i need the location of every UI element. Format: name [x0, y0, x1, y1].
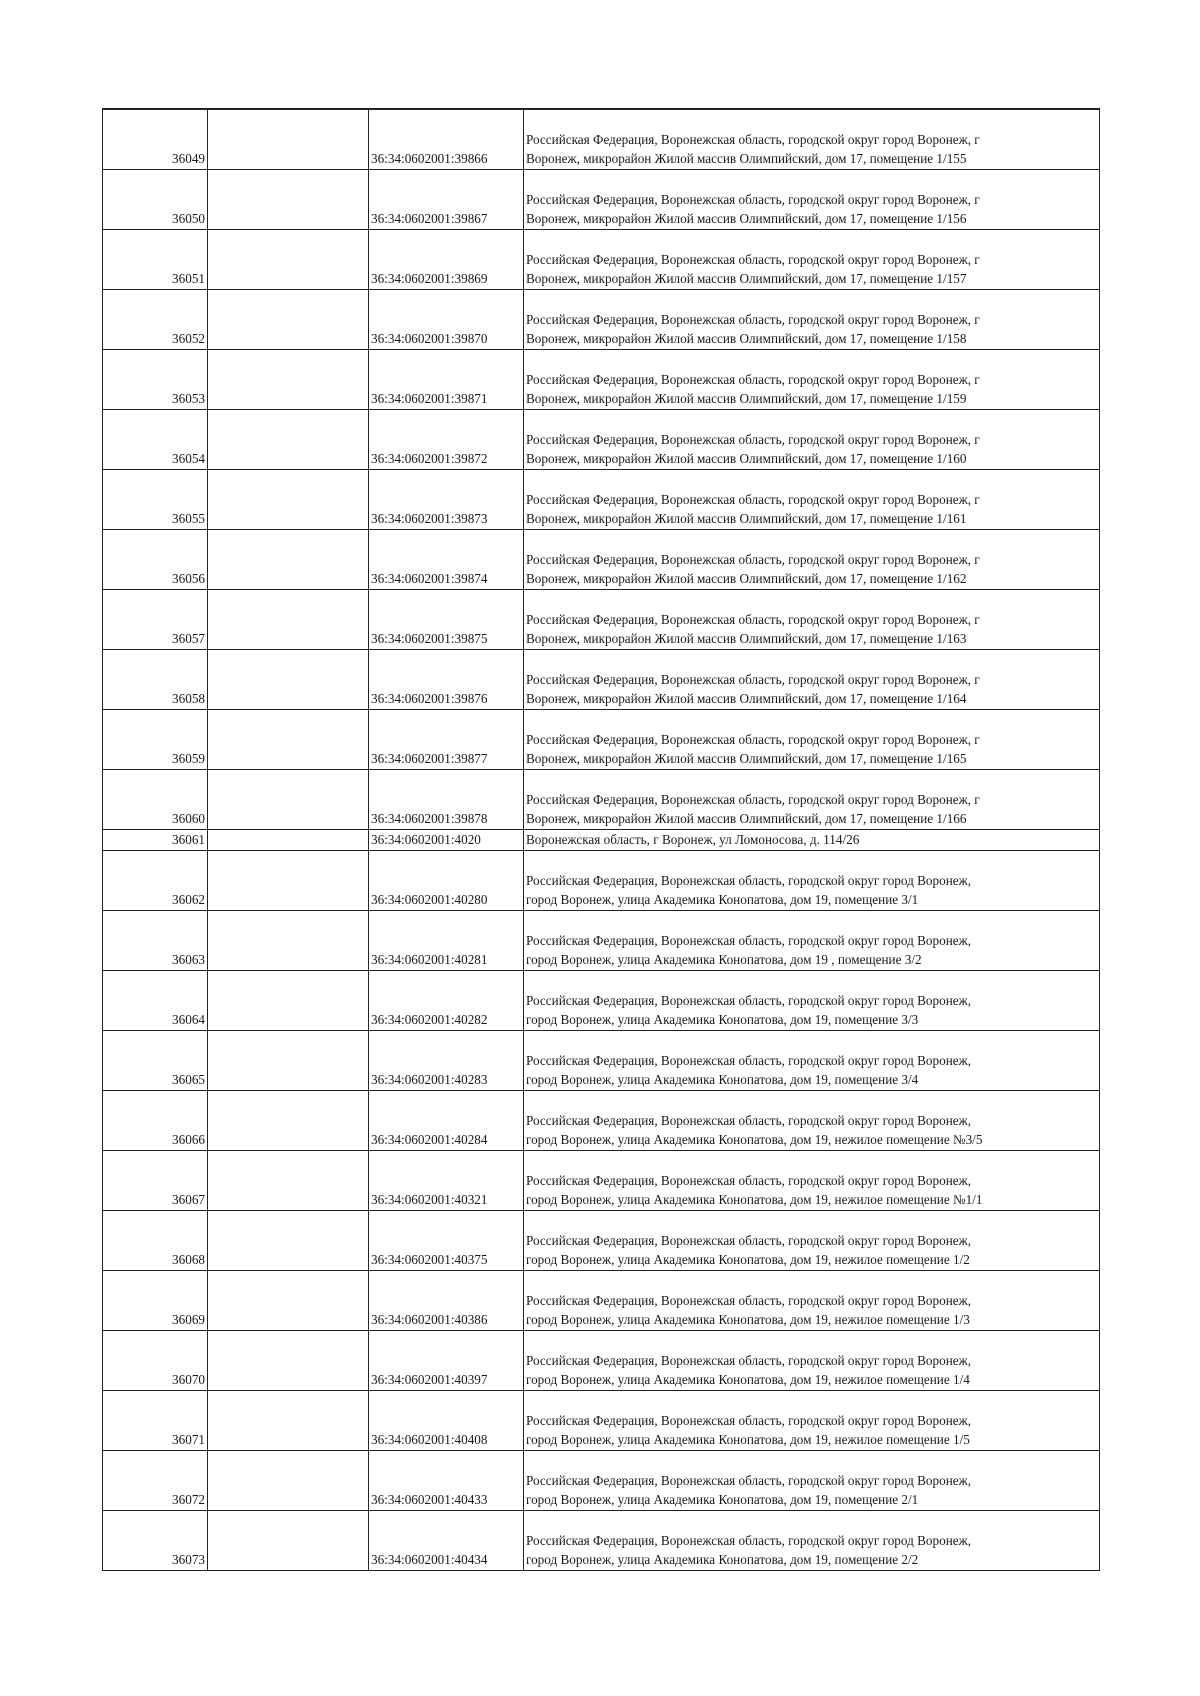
empty-cell: [208, 1211, 369, 1271]
empty-cell: [208, 230, 369, 290]
address-cell: [524, 590, 1100, 650]
address-line: Российская Федерация, Воронежская область, городской округ город Воронеж, г: [526, 732, 980, 747]
address-line: Воронеж, микрорайон Жилой массив Олимпийский, дом 17, помещение 1/163: [526, 631, 967, 646]
address-line: Российская Федерация, Воронежская область, городской округ город Воронеж,: [526, 1233, 972, 1248]
cadastral-number-cell: 36:34:0602001:39878: [369, 770, 524, 830]
table-row: [103, 971, 1100, 1031]
empty-cell: [208, 590, 369, 650]
address-line: Воронеж, микрорайон Жилой массив Олимпийский, дом 17, помещение 1/165: [526, 751, 967, 766]
cadastral-number-cell: 36:34:0602001:40281: [369, 911, 524, 971]
address-cell: [524, 911, 1100, 971]
address-line: Воронеж, микрорайон Жилой массив Олимпийский, дом 17, помещение 1/156: [526, 211, 967, 226]
address-line: Российская Федерация, Воронежская область, городской округ город Воронеж,: [526, 1473, 972, 1488]
table-row: [103, 1331, 1100, 1391]
table-row: [103, 410, 1100, 470]
row-number-cell: 36064: [103, 971, 208, 1031]
cadastral-number-cell: 36:34:0602001:39872: [369, 410, 524, 470]
table-row: [103, 290, 1100, 350]
empty-cell: [208, 830, 369, 851]
empty-cell: [208, 1331, 369, 1391]
row-number-cell: 36065: [103, 1031, 208, 1091]
address-line: Воронеж, микрорайон Жилой массив Олимпийский, дом 17, помещение 1/161: [526, 511, 967, 526]
address-line: Российская Федерация, Воронежская область, городской округ город Воронеж,: [526, 993, 972, 1008]
empty-cell: [208, 1391, 369, 1451]
table-row: [103, 109, 1100, 170]
address-line: Российская Федерация, Воронежская область, городской округ город Воронеж, г: [526, 552, 980, 567]
empty-cell: [208, 1031, 369, 1091]
address-cell: [524, 350, 1100, 410]
address-line: Российская Федерация, Воронежская область, городской округ город Воронеж, г: [526, 672, 980, 687]
empty-cell: [208, 470, 369, 530]
cadastral-number-cell: 36:34:0602001:40282: [369, 971, 524, 1031]
cadastral-number-cell: 36:34:0602001:40283: [369, 1031, 524, 1091]
address-cell: [524, 1331, 1100, 1391]
row-number-cell: 36062: [103, 851, 208, 911]
address-line: город Воронеж, улица Академика Конопатова, дом 19, помещение 2/2: [526, 1552, 919, 1567]
empty-cell: [208, 710, 369, 770]
cadastral-number-cell: 36:34:0602001:40397: [369, 1331, 524, 1391]
address-cell: [524, 410, 1100, 470]
row-number-cell: 36055: [103, 470, 208, 530]
address-cell: [524, 971, 1100, 1031]
address-cell: [524, 290, 1100, 350]
address-cell: [524, 1391, 1100, 1451]
row-number-cell: 36070: [103, 1331, 208, 1391]
row-number-cell: 36049: [103, 109, 208, 170]
cadastral-number-cell: 36:34:0602001:40408: [369, 1391, 524, 1451]
address-line: Российская Федерация, Воронежская область, городской округ город Воронеж,: [526, 1053, 972, 1068]
cadastral-number-cell: 36:34:0602001:40375: [369, 1211, 524, 1271]
address-cell: [524, 1091, 1100, 1151]
address-cell: [524, 1151, 1100, 1211]
address-line: Российская Федерация, Воронежская область, городской округ город Воронеж, г: [526, 792, 980, 807]
table-row: [103, 851, 1100, 911]
address-cell: [524, 851, 1100, 911]
cadastral-number-cell: 36:34:0602001:40433: [369, 1451, 524, 1511]
row-number-cell: 36073: [103, 1511, 208, 1571]
address-line: Российская Федерация, Воронежская область, городской округ город Воронеж, г: [526, 192, 980, 207]
address-line: город Воронеж, улица Академика Конопатова, дом 19, нежилое помещение 1/3: [526, 1312, 970, 1327]
address-line: Воронежская область, г Воронеж, ул Ломоносова, д. 114/26: [526, 832, 860, 847]
address-line: город Воронеж, улица Академика Конопатова, дом 19, помещение 3/1: [526, 892, 919, 907]
address-line: Российская Федерация, Воронежская область, городской округ город Воронеж,: [526, 1113, 972, 1128]
address-cell: [524, 770, 1100, 830]
row-number-cell: 36052: [103, 290, 208, 350]
address-cell: [524, 650, 1100, 710]
cadastral-number-cell: 36:34:0602001:39870: [369, 290, 524, 350]
table-row: [103, 830, 1100, 851]
address-cell: [524, 109, 1100, 170]
row-number-cell: 36068: [103, 1211, 208, 1271]
address-cell: [524, 1211, 1100, 1271]
table-row: [103, 770, 1100, 830]
empty-cell: [208, 530, 369, 590]
table-row: [103, 710, 1100, 770]
table-row: [103, 230, 1100, 290]
empty-cell: [208, 650, 369, 710]
empty-cell: [208, 770, 369, 830]
address-line: Российская Федерация, Воронежская область, городской округ город Воронеж, г: [526, 252, 980, 267]
address-line: Воронеж, микрорайон Жилой массив Олимпийский, дом 17, помещение 1/160: [526, 451, 967, 466]
table-row: [103, 470, 1100, 530]
row-number-cell: 36056: [103, 530, 208, 590]
cadastral-number-cell: 36:34:0602001:39867: [369, 170, 524, 230]
table-row: [103, 350, 1100, 410]
address-line: город Воронеж, улица Академика Конопатова, дом 19, помещение 2/1: [526, 1492, 919, 1507]
cadastral-number-cell: 36:34:0602001:40321: [369, 1151, 524, 1211]
empty-cell: [208, 290, 369, 350]
address-cell: [524, 710, 1100, 770]
address-line: Российская Федерация, Воронежская область, городской округ город Воронеж,: [526, 1413, 972, 1428]
cadastral-number-cell: 36:34:0602001:4020: [369, 830, 524, 851]
row-number-cell: 36066: [103, 1091, 208, 1151]
row-number-cell: 36061: [103, 830, 208, 851]
address-line: Российская Федерация, Воронежская область, городской округ город Воронеж, г: [526, 312, 980, 327]
address-line: город Воронеж, улица Академика Конопатова, дом 19, нежилое помещение 1/5: [526, 1432, 970, 1447]
address-line: город Воронеж, улица Академика Конопатова, дом 19, нежилое помещение 1/2: [526, 1252, 970, 1267]
address-cell: [524, 1031, 1100, 1091]
address-line: Воронеж, микрорайон Жилой массив Олимпийский, дом 17, помещение 1/162: [526, 571, 967, 586]
address-cell: [524, 1451, 1100, 1511]
row-number-cell: 36054: [103, 410, 208, 470]
registry-table-body: [103, 109, 1100, 1571]
row-number-cell: 36069: [103, 1271, 208, 1331]
row-number-cell: 36071: [103, 1391, 208, 1451]
cadastral-number-cell: 36:34:0602001:39877: [369, 710, 524, 770]
cadastral-number-cell: 36:34:0602001:39866: [369, 109, 524, 170]
address-line: Российская Федерация, Воронежская область, городской округ город Воронеж, г: [526, 612, 980, 627]
address-cell: [524, 1271, 1100, 1331]
empty-cell: [208, 911, 369, 971]
address-line: город Воронеж, улица Академика Конопатова, дом 19, нежилое помещение №1/1: [526, 1192, 983, 1207]
empty-cell: [208, 1511, 369, 1571]
address-line: город Воронеж, улица Академика Конопатова, дом 19, нежилое помещение 1/4: [526, 1372, 970, 1387]
cadastral-number-cell: 36:34:0602001:40280: [369, 851, 524, 911]
table-row: [103, 911, 1100, 971]
address-line: Российская Федерация, Воронежская область, городской округ город Воронеж, г: [526, 132, 980, 147]
table-row: [103, 1511, 1100, 1571]
empty-cell: [208, 851, 369, 911]
address-line: Воронеж, микрорайон Жилой массив Олимпийский, дом 17, помещение 1/157: [526, 271, 967, 286]
table-row: [103, 1391, 1100, 1451]
cadastral-number-cell: 36:34:0602001:39871: [369, 350, 524, 410]
cadastral-number-cell: 36:34:0602001:40386: [369, 1271, 524, 1331]
address-line: Российская Федерация, Воронежская область, городской округ город Воронеж,: [526, 1173, 972, 1188]
cadastral-number-cell: 36:34:0602001:40434: [369, 1511, 524, 1571]
table-row: [103, 650, 1100, 710]
empty-cell: [208, 410, 369, 470]
table-row: [103, 590, 1100, 650]
row-number-cell: 36067: [103, 1151, 208, 1211]
address-line: Воронеж, микрорайон Жилой массив Олимпийский, дом 17, помещение 1/159: [526, 391, 967, 406]
address-line: город Воронеж, улица Академика Конопатова, дом 19, помещение 3/3: [526, 1012, 919, 1027]
empty-cell: [208, 170, 369, 230]
address-line: Воронеж, микрорайон Жилой массив Олимпийский, дом 17, помещение 1/164: [526, 691, 967, 706]
address-line: Воронеж, микрорайон Жилой массив Олимпийский, дом 17, помещение 1/166: [526, 811, 967, 826]
row-number-cell: 36060: [103, 770, 208, 830]
address-line: Воронеж, микрорайон Жилой массив Олимпийский, дом 17, помещение 1/155: [526, 151, 967, 166]
address-line: Российская Федерация, Воронежская область, городской округ город Воронеж,: [526, 1353, 972, 1368]
empty-cell: [208, 109, 369, 170]
address-line: Российская Федерация, Воронежская область, городской округ город Воронеж,: [526, 873, 972, 888]
empty-cell: [208, 971, 369, 1031]
cadastral-number-cell: 36:34:0602001:39875: [369, 590, 524, 650]
address-cell: [524, 170, 1100, 230]
address-cell: [524, 1511, 1100, 1571]
address-cell: [524, 530, 1100, 590]
row-number-cell: 36072: [103, 1451, 208, 1511]
empty-cell: [208, 1091, 369, 1151]
row-number-cell: 36063: [103, 911, 208, 971]
row-number-cell: 36051: [103, 230, 208, 290]
row-number-cell: 36053: [103, 350, 208, 410]
row-number-cell: 36050: [103, 170, 208, 230]
address-line: Воронеж, микрорайон Жилой массив Олимпийский, дом 17, помещение 1/158: [526, 331, 967, 346]
empty-cell: [208, 1271, 369, 1331]
cadastral-number-cell: 36:34:0602001:39869: [369, 230, 524, 290]
table-row: [103, 530, 1100, 590]
address-line: Российская Федерация, Воронежская область, городской округ город Воронеж,: [526, 1533, 972, 1548]
empty-cell: [208, 1451, 369, 1511]
address-line: Российская Федерация, Воронежская область, городской округ город Воронеж,: [526, 933, 972, 948]
cadastral-number-cell: 36:34:0602001:40284: [369, 1091, 524, 1151]
empty-cell: [208, 350, 369, 410]
address-line: город Воронеж, улица Академика Конопатова, дом 19, помещение 3/4: [526, 1072, 919, 1087]
table-row: [103, 1091, 1100, 1151]
address-line: Российская Федерация, Воронежская область, городской округ город Воронеж, г: [526, 492, 980, 507]
registry-table: [102, 108, 1100, 1571]
address-cell: [524, 230, 1100, 290]
address-line: Российская Федерация, Воронежская область, городской округ город Воронеж, г: [526, 432, 980, 447]
cadastral-number-cell: 36:34:0602001:39876: [369, 650, 524, 710]
address-cell: [524, 830, 1100, 851]
table-row: [103, 170, 1100, 230]
empty-cell: [208, 1151, 369, 1211]
address-line: город Воронеж, улица Академика Конопатова, дом 19, нежилое помещение №3/5: [526, 1132, 983, 1147]
table-row: [103, 1031, 1100, 1091]
table-row: [103, 1271, 1100, 1331]
address-line: Российская Федерация, Воронежская область, городской округ город Воронеж, г: [526, 372, 980, 387]
cadastral-number-cell: 36:34:0602001:39874: [369, 530, 524, 590]
address-line: город Воронеж, улица Академика Конопатова, дом 19 , помещение 3/2: [526, 952, 922, 967]
row-number-cell: 36057: [103, 590, 208, 650]
table-row: [103, 1211, 1100, 1271]
row-number-cell: 36058: [103, 650, 208, 710]
row-number-cell: 36059: [103, 710, 208, 770]
address-line: Российская Федерация, Воронежская область, городской округ город Воронеж,: [526, 1293, 972, 1308]
cadastral-number-cell: 36:34:0602001:39873: [369, 470, 524, 530]
table-row: [103, 1151, 1100, 1211]
address-cell: [524, 470, 1100, 530]
table-row: [103, 1451, 1100, 1511]
